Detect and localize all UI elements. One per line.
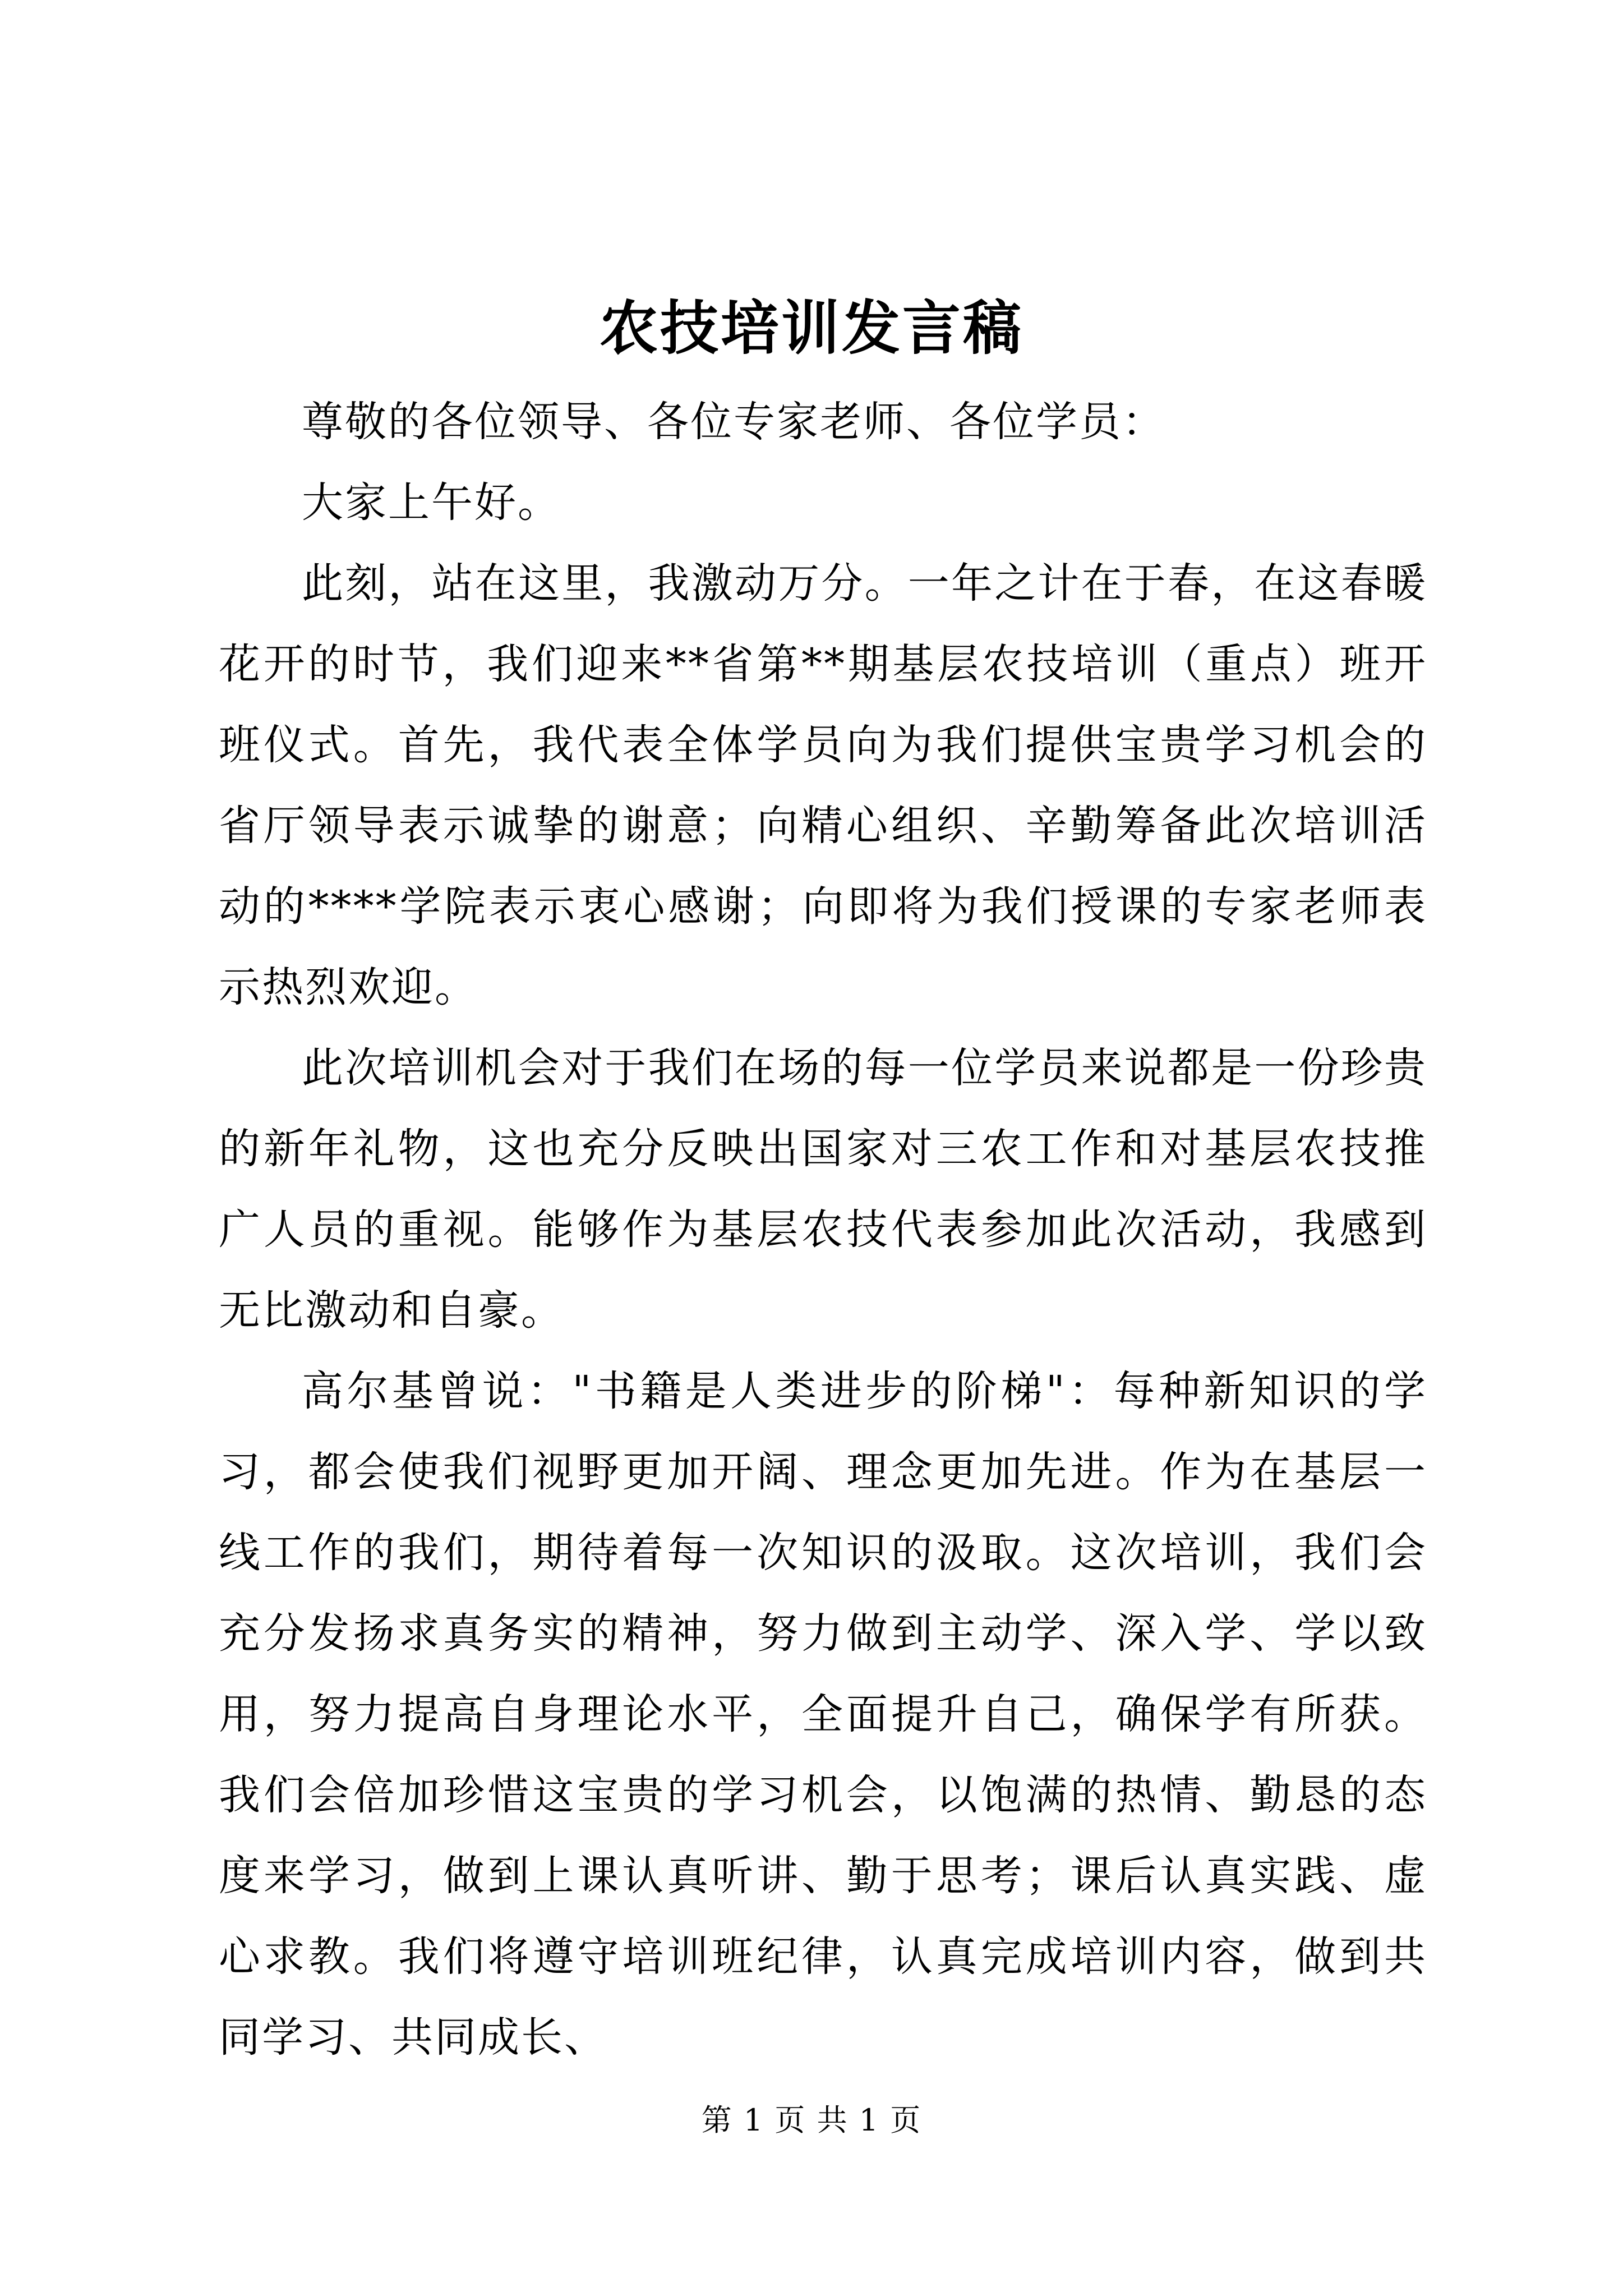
salutation-paragraph: 尊敬的各位领导、各位专家老师、各位学员： (302, 398, 1165, 446)
body-paragraph-1: 此刻，站在这里，我激动万分。一年之计在于春，在这春暖花开的时节，我们迎来**省第**期基层农技培训（重点）班开班仪式。首先，我代表全体学员向为我们提供宝贵学习机会的省厅领导表示诚挚的谢意；向精心组织、辛勤筹备此次培训活动的****学院表示衷心感谢；向即将为我们授课的专家老师表示热烈欢迎。 (219, 559, 1427, 1011)
document-body (219, 381, 1427, 2078)
body-paragraph-3: 高尔基曾说："书籍是人类进步的阶梯"：每种新知识的学习，都会使我们视野更加开阔、理念更加先进。作为在基层一线工作的我们，期待着每一次知识的汲取。这次培训，我们会充分发扬求真务实的精神，努力做到主动学、深入学、学以致用，努力提高自身理论水平，全面提升自己，确保学有所获。我们会倍加珍惜这宝贵的学习机会，以饱满的热情、勤恳的态度来学习，做到上课认真听讲、勤于思考；课后认真实践、虚心求教。我们将遵守培训班纪律，认真完成培训内容，做到共同学习、共同成长、 (219, 1367, 1427, 2062)
document-title: 农技培训发言稿 (599, 293, 1023, 362)
greeting-paragraph: 大家上午好。 (302, 478, 561, 527)
body-paragraph-2: 此次培训机会对于我们在场的每一位学员来说都是一份珍贵的新年礼物，这也充分反映出国家对三农工作和对基层农技推广人员的重视。能够作为基层农技代表参加此次活动，我感到无比激动和自豪。 (219, 1044, 1427, 1335)
page-number-footer: 第 1 页 共 1 页 (701, 2102, 922, 2138)
